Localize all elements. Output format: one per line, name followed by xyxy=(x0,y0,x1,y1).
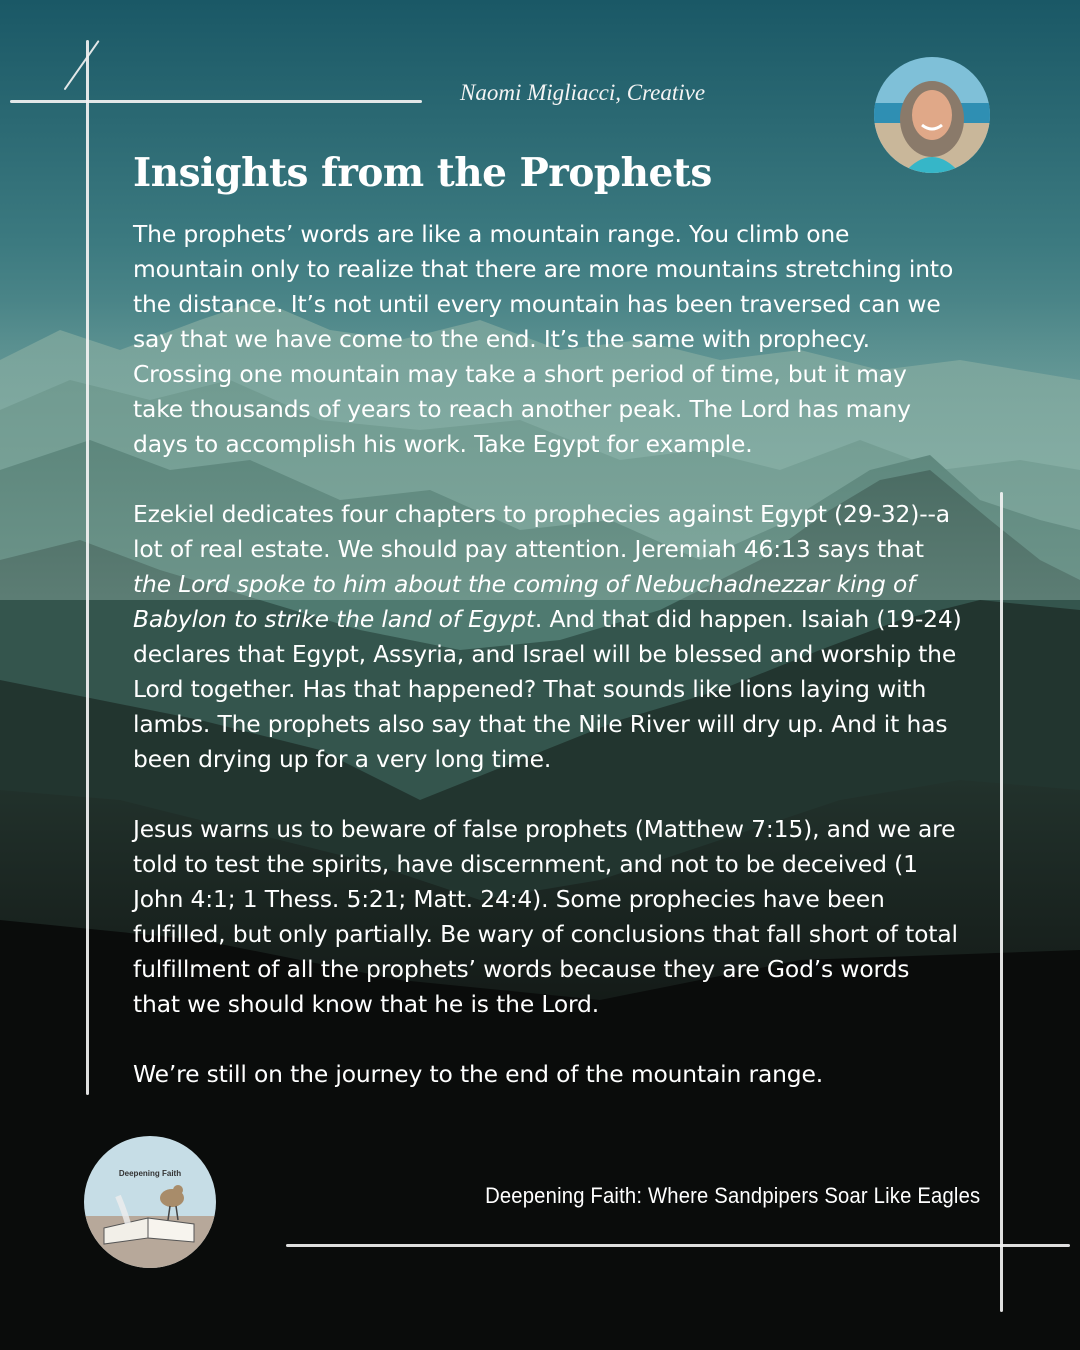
paragraph-2: Ezekiel dedicates four chapters to prophecies against Egypt (29-32)--a lot of real estate. We should pay attention. Jeremiah 46:13 says that the Lord spoke to him about the coming of Nebuchadnezzar king of Babylon to strike the land of Egypt. And that did happen. Isaiah (19-24) declares that Egypt, Assyria, and Israel will be blessed and worship the Lord together. Has that happened? That sounds like lions laying with lambs. The prophets also say that the Nile River will dry up. And it has been drying up for a very long time. xyxy=(133,500,962,773)
frame-line-top xyxy=(10,100,422,103)
frame-line-right xyxy=(1000,492,1003,1312)
author-photo xyxy=(874,57,990,173)
frame-line-bottom xyxy=(286,1244,1070,1247)
paragraph-1: The prophets’ words are like a mountain range. You climb one mountain only to realize that there are more mountains stretching into the distance. It’s not until every mountain has been traversed can we say that we have come to the end. It’s the same with prophecy. Crossing one mountain may take a short period of time, but it may take thousands of years to reach another peak. The Lord has many days to accomplish his work. Take Egypt for example. xyxy=(133,220,954,458)
deepening-faith-badge-icon xyxy=(84,1136,216,1268)
tagline: Deepening Faith: Where Sandpipers Soar Like Eagles xyxy=(484,1183,980,1208)
svg-text:Deepening Faith: Deepening Faith xyxy=(118,1169,182,1178)
frame-line-left xyxy=(86,40,89,1095)
paragraph-3: Jesus warns us to beware of false prophets (Matthew 7:15), and we are told to test the spirits, have discernment, and not to be deceived (1 John 4:1; 1 Thess. 5:21; Matt. 24:4). Some prophecies have been fulfilled, but only partially. Be wary of conclusions that fall short of total fulfillment of all the prophets’ words because they are God’s words that we should know that he is the Lord. xyxy=(133,815,958,1018)
paragraph-4: We’re still on the journey to the end of the mountain range. xyxy=(133,1060,824,1088)
page-title: Insights from the Prophets xyxy=(133,150,712,196)
scripture-quote: the Lord spoke to him about the coming of Nebuchadnezzar king of Babylon to strike the land of Egypt xyxy=(133,570,916,633)
author-name: Naomi Migliacci, Creative xyxy=(460,80,706,105)
article-body xyxy=(133,217,963,1127)
